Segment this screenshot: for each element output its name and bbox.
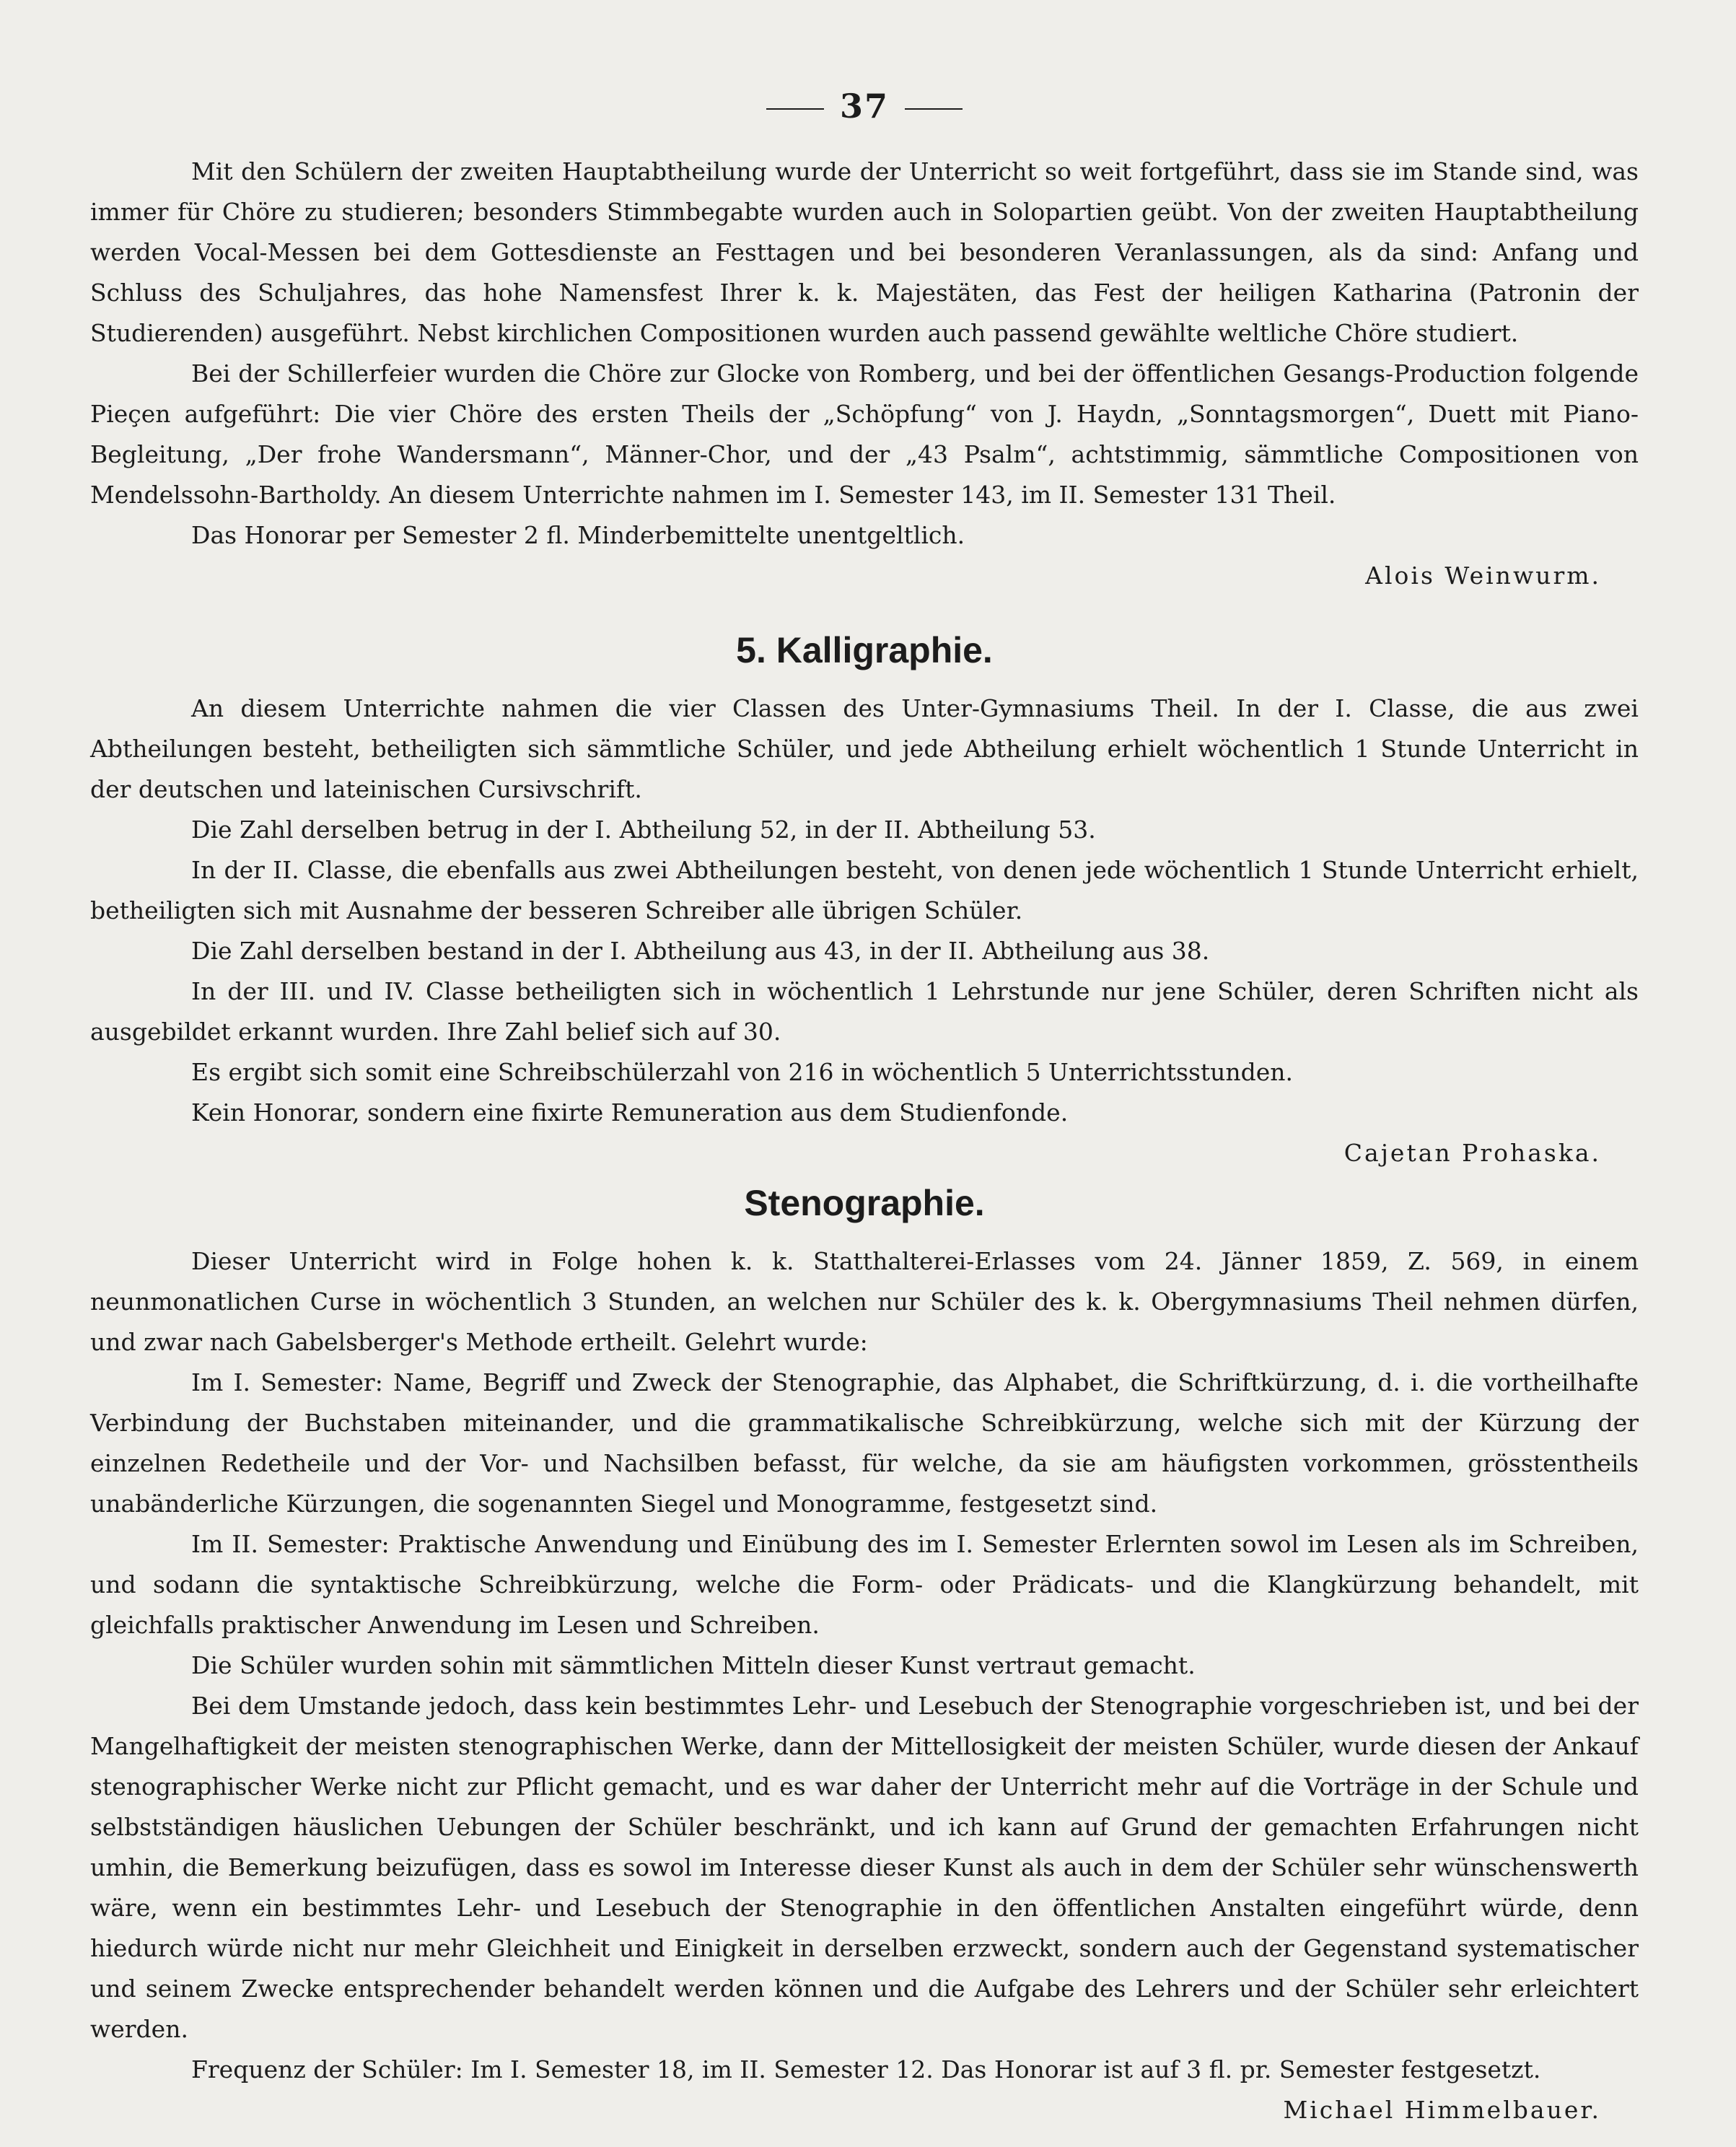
page-number: [90, 87, 1639, 126]
stenographie-paragraph-3: Im II. Semester: Praktische Anwendung und Einübung des im I. Semester Erlernten sowol im Lesen als im Schreiben, und sodann die syntaktische Schreibkürzung, welche die Form- oder Prädicats- und die Klangkürzung behandelt, mit gleichfalls praktischer Anwendung im Lesen und Schreiben.: [90, 1530, 1639, 1639]
kalligraphie-paragraph-1: An diesem Unterrichte nahmen die vier Classen des Unter-Gymnasiums Theil. In der I. Classe, die aus zwei Abtheilungen besteht, betheiligten sich sämmtliche Schüler, und jede Abtheilung erhielt wöchentlich 1 Stunde Unterricht in der deutschen und lateinischen Cursivschrift.: [90, 694, 1639, 803]
intro-paragraph-2: Bei der Schillerfeier wurden die Chöre zur Glocke von Romberg, und bei der öffentlichen Gesangs-Production folgende Pieçen aufgeführt: Die vier Chöre des ersten Theils der „Schöpfung“ von J. Haydn, „Sonntagsmorgen“, Duett mit Piano-Begleitung, „Der frohe Wandersmann“, Männer-Chor, und der „43 Psalm“, achtstimmig, sämmtliche Compositionen von Mendelssohn-Bartholdy. An diesem Unterrichte nahmen im I. Semester 143, im II. Semester 131 Theil.: [90, 359, 1639, 509]
intro-section: [90, 152, 1639, 596]
kalligraphie-title: 5. Kalligraphie.: [736, 630, 993, 670]
kalligraphie-signature: Cajetan Prohaska.: [1343, 1139, 1601, 1167]
stenographie-paragraph-6: Frequenz der Schüler: Im I. Semester 18, im II. Semester 12. Das Honorar ist auf 3 fl. pr. Semester festgesetzt.: [191, 2055, 1541, 2083]
stenographie-paragraph-1: Dieser Unterricht wird in Folge hohen k. k. Statthalterei-Erlasses vom 24. Jänner 1859, Z. 569, in einem neunmonatlichen Curse in wöchentlich 3 Stunden, an welchen nur Schüler des k. k. Obergymnasiums Theil nehmen dürfen, und zwar nach Gabelsberger's Methode ertheilt. Gelehrt wurde:: [90, 1247, 1639, 1356]
kalligraphie-paragraph-3: In der II. Classe, die ebenfalls aus zwei Abtheilungen besteht, von denen jede wöchentlich 1 Stunde Unterricht erhielt, betheiligten sich mit Ausnahme der besseren Schreiber alle übrigen Schüler.: [90, 856, 1639, 924]
kalligraphie-section: [90, 628, 1639, 1173]
stenographie-paragraph-4: Die Schüler wurden sohin mit sämmtlichen Mitteln dieser Kunst vertraut gemacht.: [191, 1651, 1196, 1679]
kalligraphie-paragraph-2: Die Zahl derselben betrug in der I. Abtheilung 52, in der II. Abtheilung 53.: [191, 815, 1096, 844]
stenographie-paragraph-5: Bei dem Umstande jedoch, dass kein bestimmtes Lehr- und Lesebuch der Stenographie vorgeschrieben ist, und bei der Mangelhaftigkeit der meisten stenographischen Werke, dann der Mittellosigkeit der meisten Schüler, wurde diesen der Ankauf stenographischer Werke nicht zur Pflicht gemacht, und es war daher der Unterricht mehr auf die Vorträge in der Schule und selbstständigen häuslichen Uebungen der Schüler beschränkt, und ich kann auf Grund der gemachten Erfahrungen nicht umhin, die Bemerkung beizufügen, dass es sowol im Interesse dieser Kunst als auch in dem der Schüler sehr wünschenswerth wäre, wenn ein bestimmtes Lehr- und Lesebuch der Stenographie in den öffentlichen Anstalten eingeführt würde, denn hiedurch würde nicht nur mehr Gleichheit und Einigkeit in derselben erzweckt, sondern auch der Gegenstand systematischer und seinem Zwecke entsprechender behandelt werden können und die Aufgabe des Lehrers und der Schüler sehr erleichtert werden.: [90, 1692, 1639, 2043]
intro-paragraph-3: Das Honorar per Semester 2 fl. Minderbemittelte unentgeltlich.: [191, 521, 965, 549]
stenographie-paragraph-2: Im I. Semester: Name, Begriff und Zweck der Stenographie, das Alphabet, die Schriftkürzung, d. i. die vortheilhafte Verbindung der Buchstaben miteinander, und die grammatikalische Schreibkürzung, welche sich mit der Kürzung der einzelnen Redetheile und der Vor- und Nachsilben befasst, für welche, da sie am häufigsten vorkommen, grösstentheils unabänderliche Kürzungen, die sogenannten Siegel und Monogramme, festgesetzt sind.: [90, 1368, 1639, 1518]
page-number-dash-left: [766, 108, 824, 110]
kalligraphie-paragraph-5: In der III. und IV. Classe betheiligten sich in wöchentlich 1 Lehrstunde nur jene Schüler, deren Schriften nicht als ausgebildet erkannt wurden. Ihre Zahl belief sich auf 30.: [90, 977, 1639, 1046]
kalligraphie-paragraph-7: Kein Honorar, sondern eine fixirte Remuneration aus dem Studienfonde.: [191, 1098, 1069, 1127]
page-number-dash-right: [905, 108, 963, 110]
stenographie-signature: Michael Himmelbauer.: [1283, 2096, 1601, 2124]
intro-signature: Alois Weinwurm.: [1365, 561, 1601, 590]
stenographie-section: [90, 1181, 1639, 2130]
kalligraphie-paragraph-6: Es ergibt sich somit eine Schreibschülerzahl von 216 in wöchentlich 5 Unterrichtsstunden.: [191, 1058, 1294, 1086]
kalligraphie-paragraph-4: Die Zahl derselben bestand in der I. Abtheilung aus 43, in der II. Abtheilung aus 38.: [191, 937, 1210, 965]
intro-paragraph-1: Mit den Schülern der zweiten Hauptabtheilung wurde der Unterricht so weit fortgeführt, dass sie im Stande sind, was immer für Chöre zu studieren; besonders Stimmbegabte wurden auch in Solopartien geübt. Von der zweiten Hauptabtheilung werden Vocal-Messen bei dem Gottesdienste an Festtagen und bei besonderen Veranlassungen, als da sind: Anfang und Schluss des Schuljahres, das hohe Namensfest Ihrer k. k. Majestäten, das Fest der heiligen Katharina (Patronin der Studierenden) ausgeführt. Nebst kirchlichen Compositionen wurden auch passend gewählte weltliche Chöre studiert.: [90, 157, 1639, 347]
page-number-value: 37: [839, 87, 889, 126]
stenographie-title: Stenographie.: [744, 1183, 985, 1223]
